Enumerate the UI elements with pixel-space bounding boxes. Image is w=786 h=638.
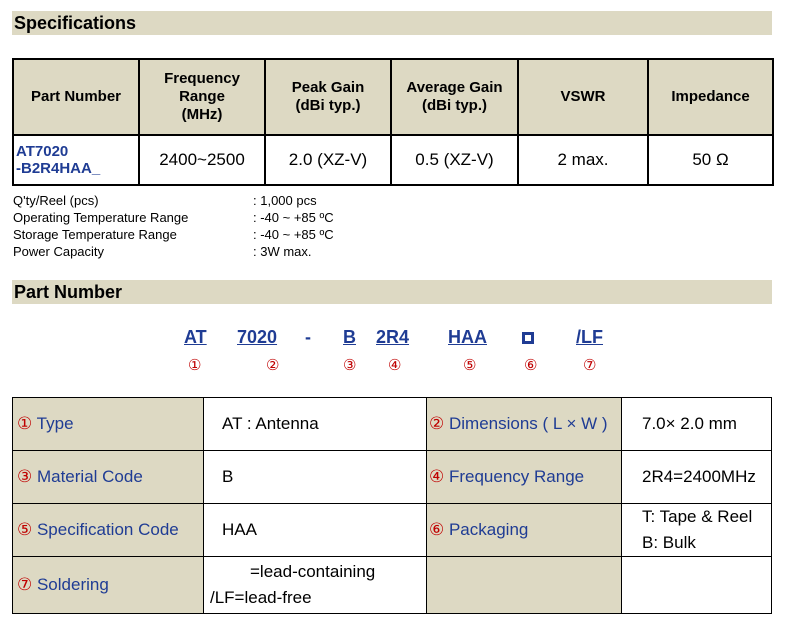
- cell-peak-gain: 2.0 (XZ-V): [265, 135, 391, 185]
- header-peak-gain: Peak Gain (dBi typ.): [265, 59, 391, 135]
- value-specification-code: HAA: [204, 504, 427, 557]
- list-item: Power Capacity : 3W max.: [13, 244, 312, 259]
- header-average-gain: Average Gain (dBi typ.): [391, 59, 518, 135]
- value-type: AT : Antenna: [204, 398, 427, 451]
- specifications-heading: Specifications: [12, 11, 772, 35]
- label-type: ① Type: [13, 398, 204, 451]
- label-material-code: ③ Material Code: [13, 451, 204, 504]
- misc-specifications: [13, 192, 334, 260]
- label-specification-code: ⑤ Specification Code: [13, 504, 204, 557]
- empty-value-cell: [622, 557, 772, 614]
- list-item: Operating Temperature Range : -40 ~ +85 ºC: [13, 210, 334, 225]
- index-5: ⑤: [463, 357, 477, 374]
- part-number-legend-table: [12, 397, 772, 614]
- table-row: [13, 398, 772, 451]
- index-4: ④: [388, 357, 402, 374]
- cell-part-number: AT7020 -B2R4HAA_: [13, 135, 139, 185]
- header-frequency-range: Frequency Range (MHz): [139, 59, 265, 135]
- index-7: ⑦: [583, 357, 597, 374]
- header-impedance: Impedance: [648, 59, 773, 135]
- cell-average-gain: 0.5 (XZ-V): [391, 135, 518, 185]
- part-number-indices: [0, 356, 786, 376]
- value-soldering: =lead-containing /LF=lead-free: [204, 557, 427, 614]
- table-header-row: [13, 59, 773, 135]
- table-row: [13, 135, 773, 185]
- index-2: ②: [266, 357, 280, 374]
- label-frequency-range: ④ Frequency Range: [427, 451, 622, 504]
- cell-frequency: 2400~2500: [139, 135, 265, 185]
- code-segment-at: AT: [184, 327, 207, 347]
- code-segment-dash: -: [305, 327, 311, 347]
- code-segment-soldering: /LF: [576, 327, 603, 347]
- header-vswr: VSWR: [518, 59, 648, 135]
- code-segment-spec: HAA: [448, 327, 487, 347]
- table-row: [13, 504, 772, 557]
- list-item: Q'ty/Reel (pcs) : 1,000 pcs: [13, 193, 317, 208]
- code-segment-frequency: 2R4: [376, 327, 410, 347]
- list-item: Storage Temperature Range : -40 ~ +85 ºC: [13, 227, 334, 242]
- table-row: [13, 557, 772, 614]
- value-dimensions: 7.0× 2.0 mm: [622, 398, 772, 451]
- value-packaging: T: Tape & Reel B: Bulk: [622, 504, 772, 557]
- index-1: ①: [188, 357, 202, 374]
- label-soldering: ⑦ Soldering: [13, 557, 204, 614]
- cell-vswr: 2 max.: [518, 135, 648, 185]
- label-dimensions: ② Dimensions ( L × W ): [427, 398, 622, 451]
- index-3: ③: [343, 357, 357, 374]
- part-number-heading: Part Number: [12, 280, 772, 304]
- part-number-code: [0, 327, 786, 351]
- empty-label-cell: [427, 557, 622, 614]
- label-packaging: ⑥ Packaging: [427, 504, 622, 557]
- value-frequency-range: 2R4=2400MHz: [622, 451, 772, 504]
- code-segment-material: B: [343, 327, 356, 347]
- index-6: ⑥: [524, 357, 538, 374]
- value-material-code: B: [204, 451, 427, 504]
- code-segment-dimension: 7020: [237, 327, 278, 347]
- table-row: [13, 451, 772, 504]
- specifications-table: [12, 58, 774, 186]
- header-part-number: Part Number: [13, 59, 139, 135]
- cell-impedance: 50 Ω: [648, 135, 773, 185]
